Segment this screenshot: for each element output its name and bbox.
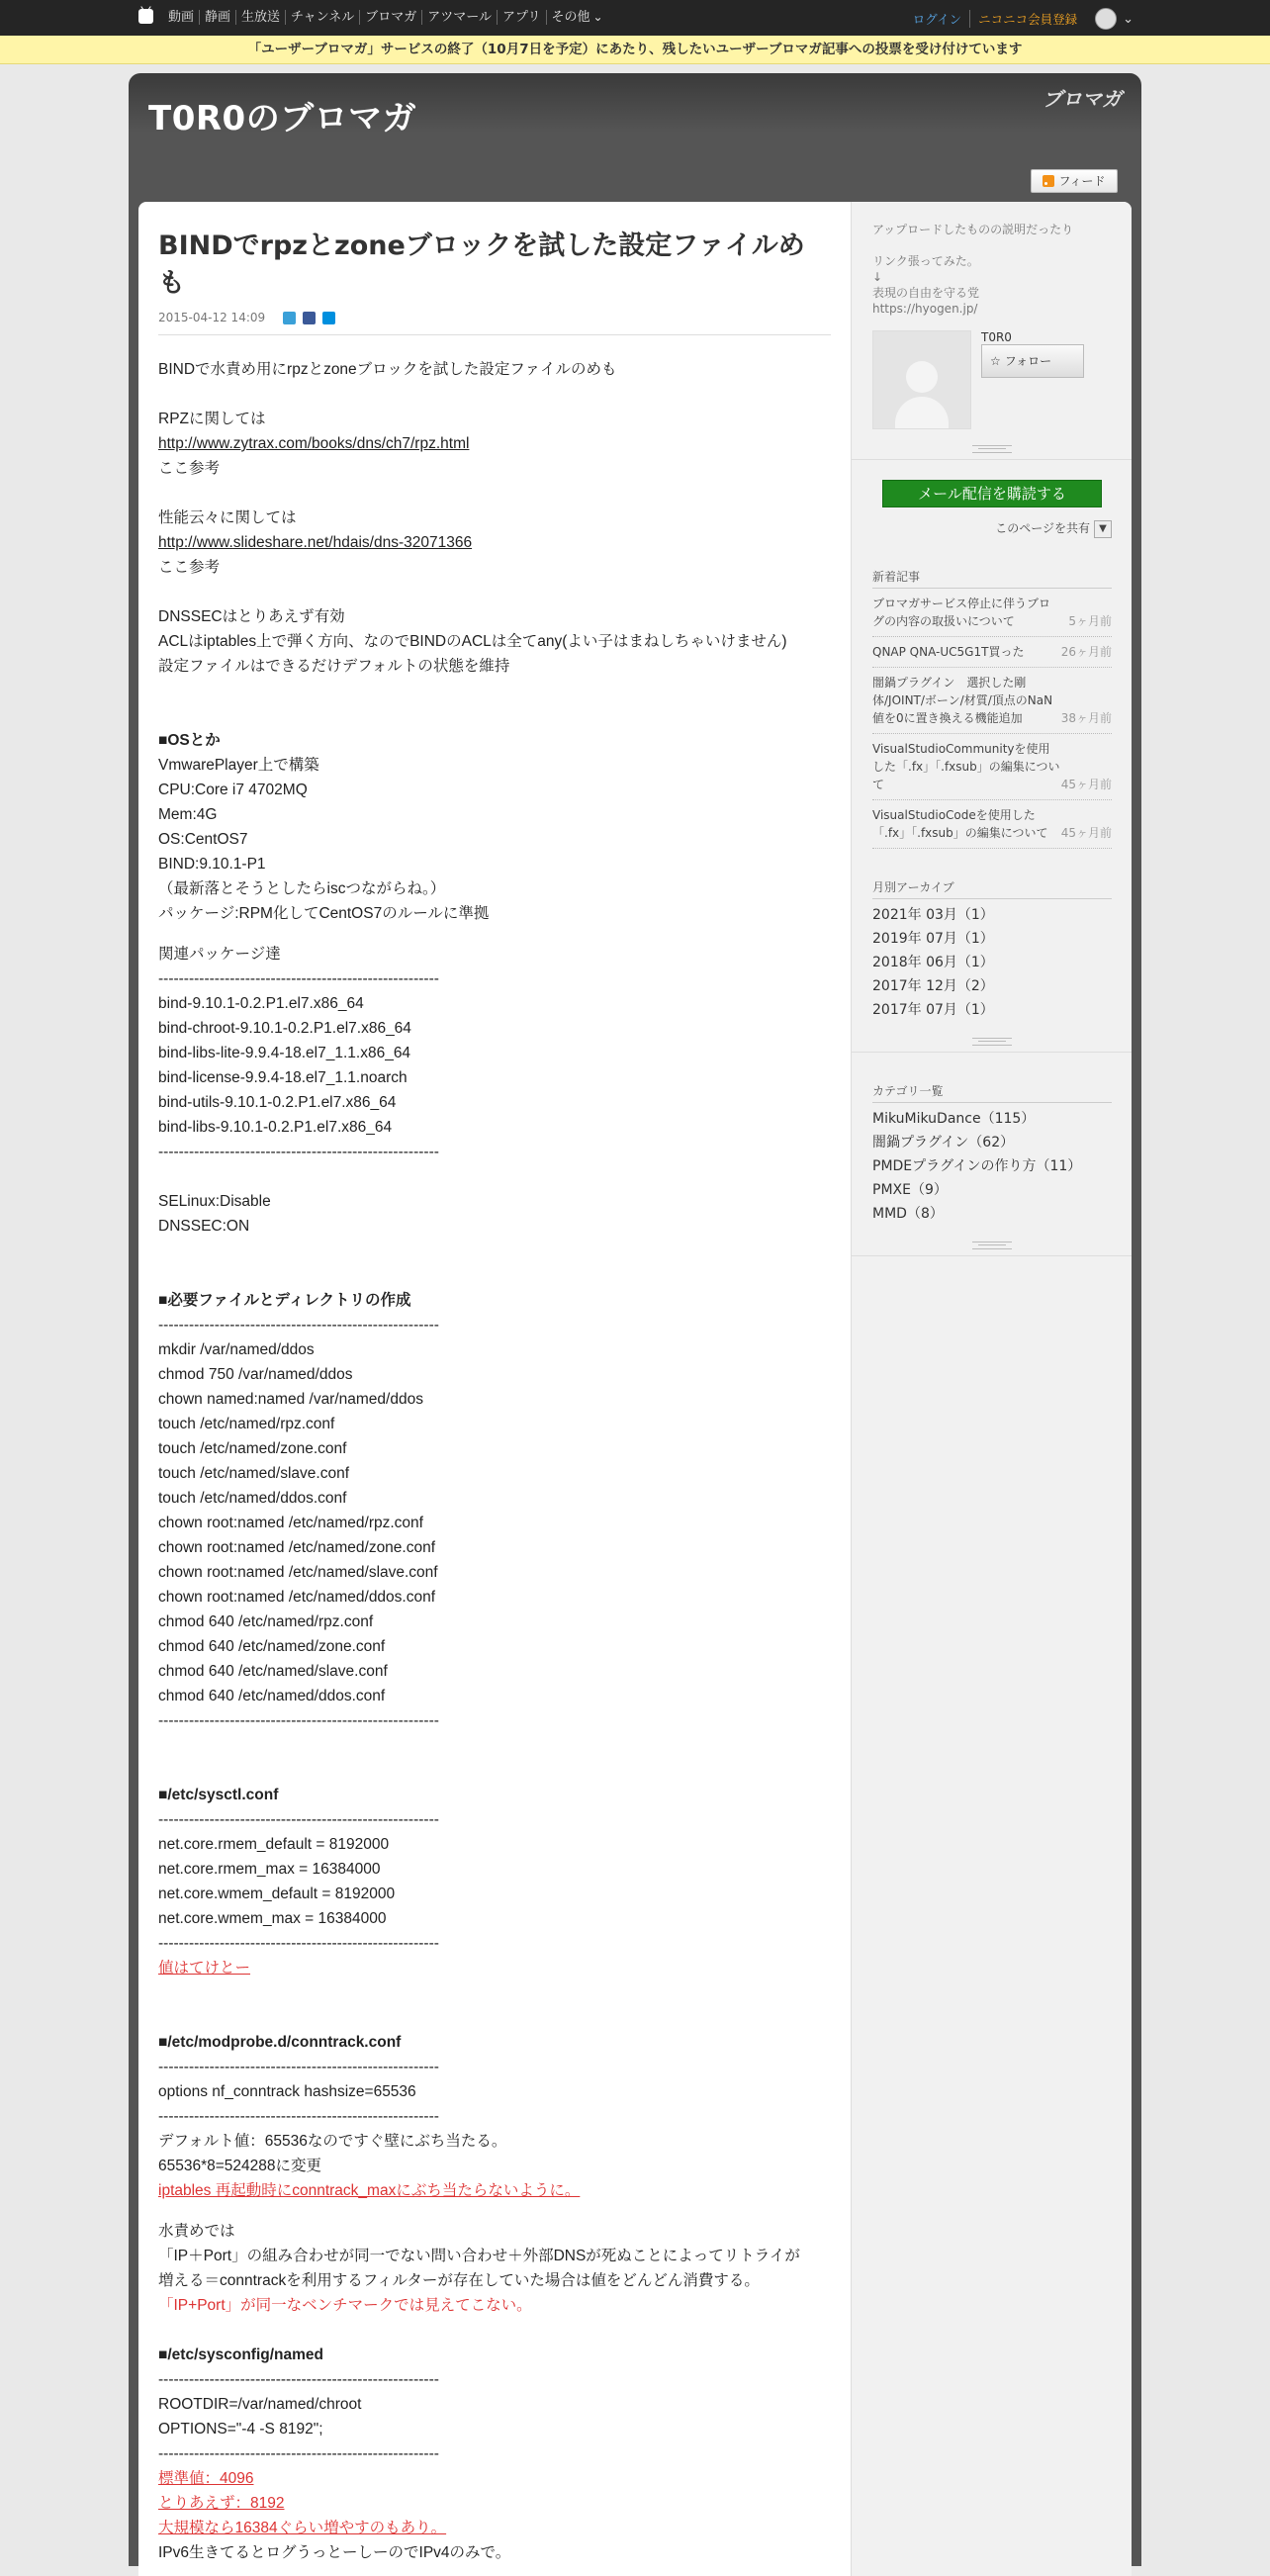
blank-line	[158, 481, 831, 506]
body-line: bind-libs-lite-9.9.4-18.el7_1.1.x86_64	[158, 1045, 411, 1061]
body-line: touch /etc/named/zone.conf	[158, 1440, 347, 1457]
niconico-tv-icon[interactable]	[138, 9, 153, 24]
profile-description-line	[872, 237, 1112, 253]
body-line: SELinux:Disable	[158, 1193, 271, 1210]
blank-line	[158, 703, 831, 728]
category-heading: カテゴリ一覧	[872, 1082, 1112, 1103]
recent-article-date: 26ヶ月前	[1060, 644, 1112, 659]
blog-title[interactable]: T0R0のブロマガ	[148, 99, 417, 138]
body-line: chmod 640 /etc/named/ddos.conf	[158, 1688, 386, 1704]
body-line: ここ参考	[158, 460, 221, 477]
body-line: ここ参考	[158, 559, 221, 576]
divider-grip-icon	[972, 1242, 1012, 1249]
nav-link-blomaga[interactable]: ブロマガ	[360, 10, 422, 25]
facebook-share-icon[interactable]	[303, 312, 316, 324]
body-line: 「IP+Port」が同一なベンチマークでは見えてこない。	[158, 2297, 532, 2314]
body-line: -------------------------------------------------------	[158, 2445, 439, 2462]
body-line: IPv6生きてるとログうっとーしーのでIPv4のみで。	[158, 2544, 511, 2561]
feed-button[interactable]	[1031, 169, 1118, 193]
follow-label: フォロー	[1004, 354, 1052, 368]
profile-description	[872, 222, 1112, 317]
blank-line	[158, 1733, 831, 1758]
nav-link-app[interactable]: アプリ	[498, 10, 546, 25]
body-line: touch /etc/named/slave.conf	[158, 1465, 350, 1482]
body-line: chown root:named /etc/named/rpz.conf	[158, 1515, 423, 1531]
section-heading: ■/etc/sysctl.conf	[158, 1787, 279, 1803]
body-line: （最新落とそうとしたらiscつながらね。）	[158, 880, 446, 897]
recent-article-item[interactable]	[872, 668, 1112, 734]
body-line: bind-chroot-9.10.1-0.2.P1.el7.x86_64	[158, 1020, 411, 1037]
body-line: net.core.rmem_default = 8192000	[158, 1836, 390, 1853]
profile-avatar[interactable]	[872, 330, 971, 429]
blank-line	[158, 382, 831, 407]
body-line: RPZに関しては	[158, 411, 266, 427]
recent-article-title[interactable]: QNAP QNA-UC5G1T買った	[872, 644, 1025, 659]
recent-articles-list	[872, 589, 1112, 849]
body-line: OPTIONS="-4 -S 8192";	[158, 2421, 323, 2438]
archive-item[interactable]: 2018年 06月（1）	[872, 954, 994, 970]
archive-item[interactable]: 2017年 12月（2）	[872, 977, 994, 994]
body-link[interactable]: iptables 再起動時にconntrack_maxにぶち当たらないように。	[158, 2182, 581, 2199]
user-links	[913, 8, 1134, 30]
body-line: パッケージ:RPM化してCentOS7のルールに準拠	[158, 905, 490, 922]
nav-link-seiga[interactable]: 静画	[200, 10, 236, 25]
body-line: -------------------------------------------------------	[158, 2108, 439, 2125]
nav-link-channel[interactable]: チャンネル	[286, 10, 360, 25]
body-line: net.core.wmem_default = 8192000	[158, 1886, 396, 1902]
chevron-down-icon[interactable]: ⌄	[1123, 11, 1134, 27]
recent-article-date: 45ヶ月前	[1060, 825, 1112, 840]
sidebar	[851, 202, 1132, 2576]
divider-grip-icon	[972, 445, 1012, 453]
section-heading: ■必要ファイルとディレクトリの作成	[158, 1292, 411, 1309]
recent-article-title[interactable]: VisualStudioCodeを使用した「.fx」「.fxsub」の編集について	[872, 807, 1048, 840]
body-line: -------------------------------------------------------	[158, 2371, 439, 2388]
blank-line	[158, 679, 831, 703]
body-line: bind-9.10.1-0.2.P1.el7.x86_64	[158, 995, 364, 1012]
blank-line	[158, 2318, 831, 2343]
recent-article-item[interactable]	[872, 800, 1112, 849]
blank-line	[158, 580, 831, 604]
profile-description-line: リンク張ってみた。	[872, 254, 979, 268]
category-item[interactable]: PMXE（9）	[872, 1181, 948, 1198]
body-line: ROOTDIR=/var/named/chroot	[158, 2396, 362, 2413]
register-link[interactable]: ニコニコ会員登録	[978, 12, 1078, 27]
body-line: net.core.wmem_max = 16384000	[158, 1910, 387, 1927]
blank-line	[158, 1758, 831, 1783]
hatena-bookmark-icon[interactable]	[322, 312, 335, 324]
rss-icon	[1043, 175, 1054, 187]
service-nav	[166, 10, 608, 25]
body-line: 増える＝conntrackを利用するフィルターが存在していた場合は値をどんどん消費する。	[158, 2272, 760, 2289]
content-card	[138, 202, 1132, 2576]
body-line: 設定ファイルはできるだけデフォルトの状態を維持	[158, 658, 510, 675]
body-line	[158, 2491, 831, 2516]
follow-button[interactable]	[981, 344, 1084, 378]
recent-article-title[interactable]: 闇鍋プラグイン 選択した剛体/JOINT/ボーン/材質/頂点のNaN値を0に置き換える機能追加	[872, 675, 1053, 725]
blank-line	[158, 1239, 831, 1263]
body-link[interactable]: http://www.zytrax.com/books/dns/ch7/rpz.html	[158, 435, 470, 452]
blog-shell	[129, 73, 1141, 2566]
article-meta	[158, 309, 831, 326]
body-line: CPU:Core i7 4702MQ	[158, 782, 308, 798]
profile-description-line: アップロードしたものの説明だったり	[872, 223, 1074, 236]
body-line: ACLはiptables上で弾く方向、なのでBINDのACLは全てany(よい子はまねしちゃいけません)	[158, 633, 787, 650]
body-line: chmod 640 /etc/named/slave.conf	[158, 1663, 388, 1680]
archive-item[interactable]: 2019年 07月（1）	[872, 930, 994, 947]
body-line	[158, 431, 831, 456]
body-line: chown named:named /var/named/ddos	[158, 1391, 423, 1408]
profile-description-line: https://hyogen.jp/	[872, 302, 978, 316]
body-line: net.core.rmem_max = 16384000	[158, 1861, 381, 1878]
profile-description-line: 表現の自由を守る党	[872, 286, 980, 300]
section-heading: ■/etc/modprobe.d/conntrack.conf	[158, 2034, 402, 2051]
body-line: BINDで水責め用にrpzとzoneブロックを試した設定ファイルのめも	[158, 361, 617, 378]
body-line	[158, 2178, 831, 2203]
archive-list	[872, 903, 1112, 1022]
recent-article-title[interactable]: ブロマガサービス停止に伴うブログの内容の取扱いについて	[872, 596, 1051, 628]
profile-name[interactable]: T0R0	[981, 330, 1012, 344]
body-line: bind-utils-9.10.1-0.2.P1.el7.x86_64	[158, 1094, 397, 1111]
body-line: mkdir /var/named/ddos	[158, 1341, 315, 1358]
recent-article-date: 5ヶ月前	[1068, 613, 1112, 628]
body-line: -------------------------------------------------------	[158, 1144, 439, 1160]
subscribe-email-button[interactable]: メール配信を購読する	[882, 480, 1102, 507]
body-line: DNSSECはとりあえず有効	[158, 608, 345, 625]
article	[158, 202, 831, 2565]
category-item[interactable]: MikuMikuDance（115）	[872, 1110, 1036, 1127]
nav-link-atsumaru[interactable]: アツマール	[422, 10, 498, 25]
body-line: DNSSEC:ON	[158, 1218, 250, 1235]
body-line: -------------------------------------------------------	[158, 970, 439, 987]
body-line	[158, 530, 831, 555]
body-line	[158, 2516, 831, 2540]
body-line: touch /etc/named/rpz.conf	[158, 1416, 335, 1432]
body-link[interactable]: 大規模なら16384ぐらい増やすのもあり。	[158, 2520, 447, 2536]
twitter-share-icon[interactable]	[283, 312, 296, 324]
paragraph-spacer	[158, 926, 831, 942]
category-item[interactable]: MMD（8）	[872, 1205, 944, 1222]
recent-article-date: 45ヶ月前	[1060, 777, 1112, 791]
category-item[interactable]: 闇鍋プラグイン（62）	[872, 1134, 1015, 1150]
recent-article-date: 38ヶ月前	[1060, 710, 1112, 725]
blank-line	[158, 2005, 831, 2030]
article-body	[158, 357, 831, 2565]
body-line: 関連パッケージ達	[158, 946, 281, 963]
body-line: chown root:named /etc/named/ddos.conf	[158, 1589, 436, 1606]
body-line: chmod 640 /etc/named/rpz.conf	[158, 1613, 374, 1630]
recent-article-item[interactable]	[872, 734, 1112, 800]
nav-link-live[interactable]: 生放送	[236, 10, 286, 25]
body-line: VmwarePlayer上で構築	[158, 757, 319, 774]
feed-label: フィード	[1058, 174, 1106, 188]
body-line	[158, 1956, 831, 1980]
blomaga-logo: ブロマガ	[1043, 87, 1122, 111]
profile	[872, 330, 1112, 429]
sidebar-divider	[852, 1022, 1132, 1053]
top-navigation-bar	[0, 0, 1270, 36]
category-list	[872, 1107, 1112, 1226]
body-line: -------------------------------------------------------	[158, 2059, 439, 2075]
body-line: chmod 750 /var/named/ddos	[158, 1366, 353, 1383]
body-line: 65536*8=524288に変更	[158, 2158, 322, 2174]
recent-articles-heading: 新着記事	[872, 568, 1112, 589]
body-line: -------------------------------------------------------	[158, 1712, 439, 1729]
divider-grip-icon	[972, 1038, 1012, 1046]
avatar[interactable]	[1095, 8, 1117, 30]
body-line: 水責めでは	[158, 2223, 235, 2240]
body-link[interactable]: http://www.slideshare.net/hdais/dns-32071366	[158, 534, 473, 551]
title-divider	[158, 334, 831, 335]
recent-article-item[interactable]	[872, 637, 1112, 668]
body-link[interactable]: とりあえず：8192	[158, 2495, 285, 2512]
body-line: bind-libs-9.10.1-0.2.P1.el7.x86_64	[158, 1119, 393, 1136]
section-heading: ■/etc/sysconfig/named	[158, 2346, 323, 2363]
paragraph-spacer	[158, 2203, 831, 2219]
body-line: touch /etc/named/ddos.conf	[158, 1490, 347, 1507]
body-line: OS:CentOS7	[158, 831, 248, 848]
article-date: 2015-04-12 14:09	[158, 311, 266, 324]
body-line: options nf_conntrack hashsize=65536	[158, 2083, 416, 2100]
blank-line	[158, 1263, 831, 1288]
article-title: BINDでrpzとzoneブロックを試した設定ファイルめも	[158, 230, 805, 299]
body-line: bind-license-9.9.4-18.el7_1.1.noarch	[158, 1069, 408, 1086]
body-line: chmod 640 /etc/named/zone.conf	[158, 1638, 386, 1655]
body-line: -------------------------------------------------------	[158, 1811, 439, 1828]
archive-item[interactable]: 2021年 03月（1）	[872, 906, 994, 923]
body-line: -------------------------------------------------------	[158, 1935, 439, 1952]
service-end-notice[interactable]: 「ユーザーブロマガ」サービスの終了（10月7日を予定）にあたり、残したいユーザーブロマガ記事への投票を受け付けています	[0, 36, 1270, 64]
body-line: Mem:4G	[158, 806, 218, 823]
body-line: chown root:named /etc/named/zone.conf	[158, 1539, 436, 1556]
nav-link-douga[interactable]: 動画	[166, 10, 200, 25]
body-line: -------------------------------------------------------	[158, 1317, 439, 1334]
sidebar-divider	[852, 1226, 1132, 1256]
body-line: デフォルト値：65536なのですぐ壁にぶち当たる。	[158, 2133, 507, 2150]
archive-item[interactable]: 2017年 07月（1）	[872, 1001, 994, 1018]
blank-line	[158, 1980, 831, 2005]
body-line: 性能云々に関しては	[158, 509, 297, 526]
recent-article-item[interactable]	[872, 589, 1112, 637]
sidebar-divider	[852, 429, 1132, 460]
body-line	[158, 2466, 831, 2491]
recent-article-title[interactable]: VisualStudioCommunityを使用した「.fx」「.fxsub」の編集について	[872, 741, 1060, 791]
body-line: chown root:named /etc/named/slave.conf	[158, 1564, 438, 1581]
category-item[interactable]: PMDEプラグインの作り方（11）	[872, 1157, 1082, 1174]
dropdown-arrow-icon[interactable]: ▼	[1094, 520, 1112, 538]
body-link[interactable]: 値はてけとー	[158, 1960, 251, 1977]
section-heading: ■OSとか	[158, 732, 221, 749]
body-link[interactable]: 標準値：4096	[158, 2470, 254, 2487]
archive-heading: 月別アーカイブ	[872, 878, 1112, 899]
profile-description-line: ↓	[872, 270, 883, 284]
nav-link-more[interactable]: その他 ⌄	[547, 10, 608, 25]
star-icon: ☆	[990, 354, 1001, 368]
body-line: BIND:9.10.1-P1	[158, 856, 266, 873]
blank-line	[158, 1164, 831, 1189]
body-line: 「IP＋Port」の組み合わせが同一でない問い合わせ＋外部DNSが死ぬことによってリトライが	[158, 2248, 800, 2264]
page-share-label: このページを共有	[995, 521, 1090, 535]
top-navigation-inner	[136, 0, 1134, 36]
page-share[interactable]	[872, 519, 1112, 538]
login-link[interactable]: ログイン	[913, 10, 970, 28]
